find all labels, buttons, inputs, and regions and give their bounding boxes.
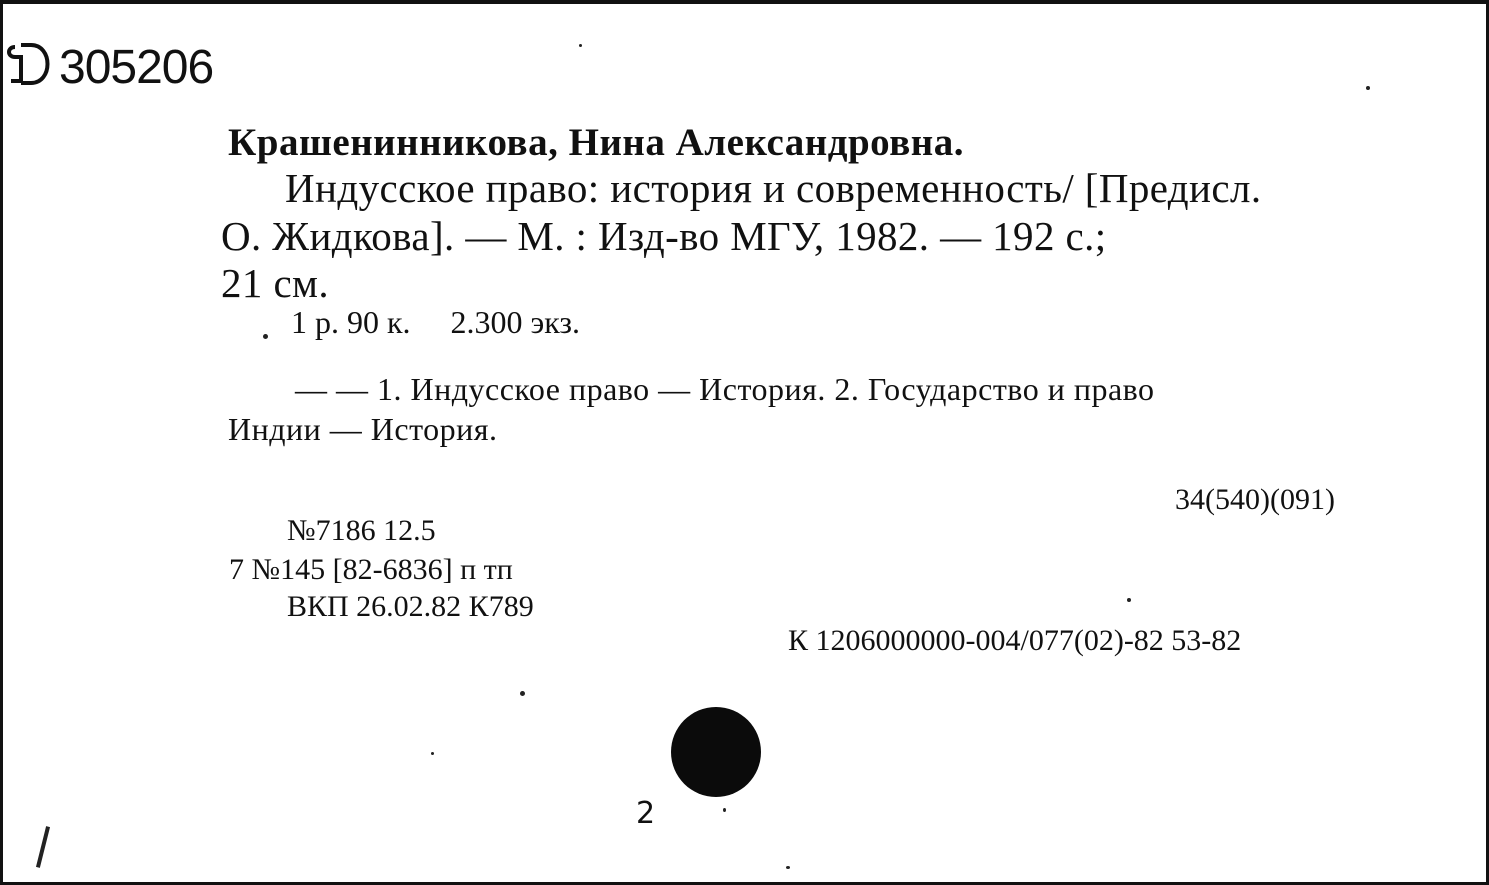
pencil-stroke [36, 826, 50, 868]
misc-line-1: №7186 12.5 [287, 514, 436, 547]
speck [520, 691, 525, 696]
speck [263, 334, 268, 339]
subject-line-2: Индии — История. [228, 411, 498, 447]
author-heading: Крашенинникова, Нина Александровна. [228, 121, 964, 164]
speck [1366, 86, 1370, 90]
speck [786, 866, 790, 869]
title-line-1: Индусское право: история и современность/ [Предисл. [285, 165, 1262, 211]
handwritten-mark: 2 [636, 796, 656, 831]
title-line-3: 21 см. [221, 260, 330, 306]
copies: 2.300 экз. [450, 304, 581, 340]
library-logo-icon [5, 41, 57, 87]
speck [723, 808, 726, 812]
card-number-text: 305206 [59, 41, 214, 94]
punch-hole [671, 707, 761, 797]
title-line-2: О. Жидкова]. — М. : Изд-во МГУ, 1982. — 192 с.; [221, 213, 1107, 259]
price-line [291, 304, 580, 341]
speck [579, 44, 582, 47]
k-code: К 1206000000-004/077(02)-82 53-82 [788, 624, 1242, 657]
misc-line-2: 7 №145 [82-6836] п тп [229, 553, 513, 586]
udc-code: 34(540)(091) [1175, 483, 1335, 516]
card-number [5, 40, 213, 95]
subject-line-1: — — 1. Индусское право — История. 2. Государство и право [295, 371, 1155, 407]
price: 1 р. 90 к. [291, 304, 411, 340]
misc-line-3: ВКП 26.02.82 К789 [287, 590, 534, 623]
speck [431, 752, 434, 755]
speck [1127, 598, 1131, 602]
